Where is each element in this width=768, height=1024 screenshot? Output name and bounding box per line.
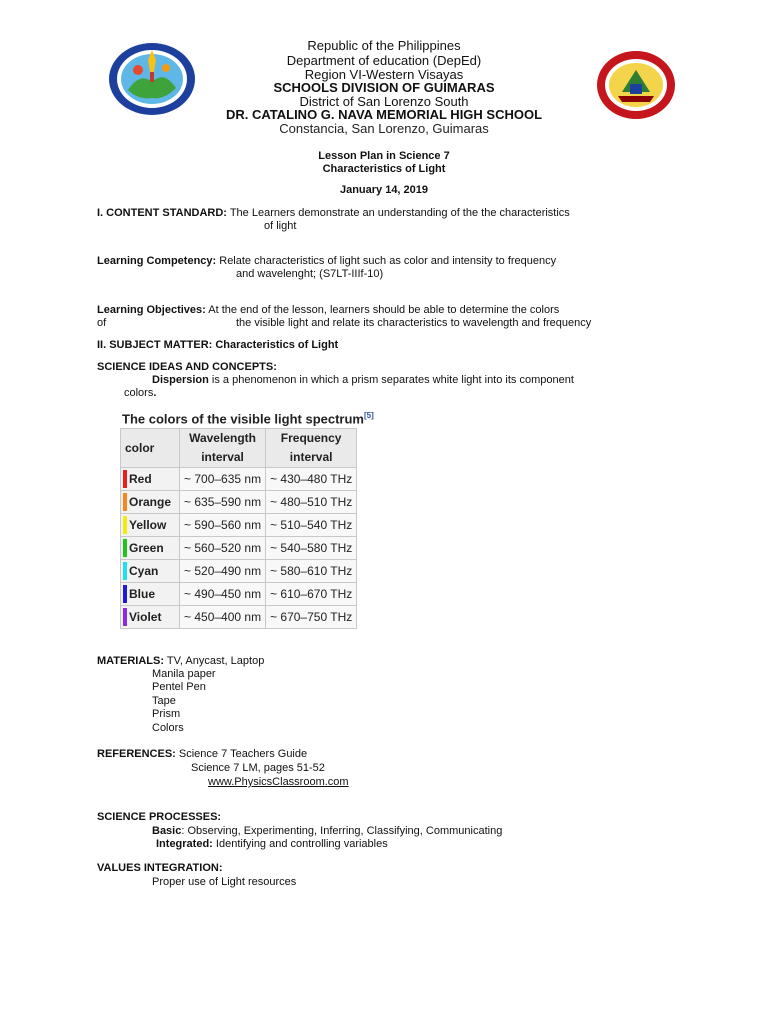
frequency-cell: ~ 510–540 THz: [266, 514, 357, 537]
spectrum-row-red: [121, 468, 357, 491]
references-item-1: Science 7 LM, pages 51-52: [191, 762, 325, 774]
spectrum-row-green: [121, 537, 357, 560]
wavelength-cell: ~ 590–560 nm: [180, 514, 266, 537]
color-swatch: [123, 608, 127, 626]
values-integration-text: Proper use of Light resources: [152, 876, 297, 888]
wavelength-cell: ~ 560–520 nm: [180, 537, 266, 560]
header-address: Constancia, San Lorenzo, Guimaras: [279, 121, 489, 136]
header-wavelength: [180, 429, 266, 468]
spectrum-row-blue: [121, 583, 357, 606]
references-link[interactable]: www.PhysicsClassroom.com: [208, 776, 349, 788]
subject-matter: [97, 339, 338, 352]
color-swatch: [123, 539, 127, 557]
frequency-cell: ~ 670–750 THz: [266, 606, 357, 629]
color-name: Red: [129, 472, 152, 486]
color-name: Violet: [129, 610, 162, 624]
learning-competency: [97, 255, 556, 268]
header-frequency-2: interval: [289, 450, 333, 464]
lesson-date: January 14, 2019: [339, 184, 429, 196]
color-cell: [121, 583, 180, 606]
color-cell: [121, 514, 180, 537]
content-standard-text: The Learners demonstrate an understanding of the the characteristics: [229, 207, 570, 219]
spectrum-row-cyan: [121, 560, 357, 583]
color-cell: [121, 491, 180, 514]
header-wavelength-1: Wavelength: [189, 431, 256, 445]
references-label: REFERENCES:: [97, 748, 176, 760]
materials: [97, 655, 264, 668]
color-swatch: [123, 585, 127, 603]
science-processes-label: SCIENCE PROCESSES:: [97, 811, 222, 823]
basic-label: Basic: [152, 825, 182, 837]
learning-objectives-text: At the end of the lesson, learners should be able to determine the colors: [208, 304, 560, 316]
content-standard-label: I. CONTENT STANDARD:: [97, 207, 227, 219]
materials-label: MATERIALS:: [97, 655, 165, 667]
references: [97, 748, 307, 761]
header-department: Department of education (DepEd): [286, 53, 482, 68]
frequency-cell: ~ 480–510 THz: [266, 491, 357, 514]
color-swatch: [123, 493, 127, 511]
materials-item-4: Prism: [152, 708, 181, 720]
spectrum-row-orange: [121, 491, 357, 514]
wavelength-cell: ~ 700–635 nm: [180, 468, 266, 491]
header-frequency: [266, 429, 357, 468]
dispersion-term: Dispersion: [152, 374, 209, 386]
header-school-name: DR. CATALINO G. NAVA MEMORIAL HIGH SCHOOL: [225, 107, 543, 122]
science-ideas-label: SCIENCE IDEAS AND CONCEPTS:: [97, 361, 277, 373]
spectrum-row-yellow: [121, 514, 357, 537]
subject-matter-text: Characteristics of Light: [215, 339, 339, 351]
learning-competency-label: Learning Competency:: [97, 255, 217, 267]
header-wavelength-2: interval: [201, 450, 244, 464]
dispersion-period: .: [153, 387, 157, 399]
materials-item-3: Tape: [152, 695, 176, 707]
content-standard: [97, 207, 570, 220]
wavelength-cell: ~ 450–400 nm: [180, 606, 266, 629]
lesson-title: Lesson Plan in Science 7: [318, 150, 450, 162]
header-division: SCHOOLS DIVISION OF GUIMARAS: [273, 80, 495, 95]
learning-objectives-label: Learning Objectives:: [97, 304, 206, 316]
materials-item-1: Manila paper: [152, 668, 216, 680]
color-name: Orange: [129, 495, 172, 509]
integrated-text: Identifying and controlling variables: [215, 838, 388, 850]
learning-competency-text: Relate characteristics of light such as color and intensity to frequency: [219, 255, 557, 267]
lesson-subtitle: Characteristics of Light: [322, 163, 446, 175]
header-frequency-1: Frequency: [280, 431, 342, 445]
materials-item-2: Pentel Pen: [152, 681, 206, 693]
learning-competency-text-cont: and wavelenght; (S7LT-IIIf-10): [236, 268, 384, 280]
dispersion-text: is a phenomenon in which a prism separates white light into its component: [211, 374, 574, 386]
color-name: Yellow: [129, 518, 167, 532]
dispersion-text-cont: [124, 387, 156, 400]
learning-objectives: [97, 304, 559, 317]
color-swatch: [123, 516, 127, 534]
science-processes-integrated: [156, 838, 388, 851]
content-standard-text-cont: of light: [264, 220, 297, 232]
color-name: Blue: [129, 587, 156, 601]
learning-objectives-text-cont: the visible light and relate its characteristics to wavelength and frequency: [236, 317, 592, 329]
color-cell: [121, 606, 180, 629]
spectrum-table-header: [121, 429, 357, 468]
wavelength-cell: ~ 520–490 nm: [180, 560, 266, 583]
color-name: Cyan: [129, 564, 159, 578]
wavelength-cell: ~ 490–450 nm: [180, 583, 266, 606]
science-processes-basic: [152, 825, 502, 838]
header-color: color: [121, 429, 180, 468]
spectrum-table-ref: [5]: [364, 411, 374, 420]
color-name: Green: [129, 541, 164, 555]
color-cell: [121, 537, 180, 560]
spectrum-row-violet: [121, 606, 357, 629]
references-item-0: Science 7 Teachers Guide: [178, 748, 308, 760]
header-region: Region VI-Western Visayas: [304, 67, 464, 82]
frequency-cell: ~ 540–580 THz: [266, 537, 357, 560]
materials-item-5: Colors: [152, 722, 184, 734]
frequency-cell: ~ 580–610 THz: [266, 560, 357, 583]
wavelength-cell: ~ 635–590 nm: [180, 491, 266, 514]
header-district: District of San Lorenzo South: [299, 94, 469, 109]
spectrum-table: [120, 428, 357, 629]
color-swatch: [123, 470, 127, 488]
learning-objectives-of: of: [97, 317, 107, 329]
header-republic: Republic of the Philippines: [307, 38, 461, 53]
basic-text: : Observing, Experimenting, Inferring, Classifying, Communicating: [181, 825, 503, 837]
subject-matter-label: II. SUBJECT MATTER:: [97, 339, 213, 351]
values-integration-label: VALUES INTEGRATION:: [97, 862, 223, 874]
spectrum-table-title-text: The colors of the visible light spectrum: [122, 411, 364, 427]
dispersion-colors: colors: [124, 387, 154, 399]
dispersion-definition: [152, 374, 574, 387]
color-cell: [121, 560, 180, 583]
frequency-cell: ~ 610–670 THz: [266, 583, 357, 606]
materials-item-0: TV, Anycast, Laptop: [166, 655, 265, 667]
frequency-cell: ~ 430–480 THz: [266, 468, 357, 491]
spectrum-table-title: [122, 411, 374, 426]
color-swatch: [123, 562, 127, 580]
integrated-label: Integrated:: [156, 838, 213, 850]
color-cell: [121, 468, 180, 491]
